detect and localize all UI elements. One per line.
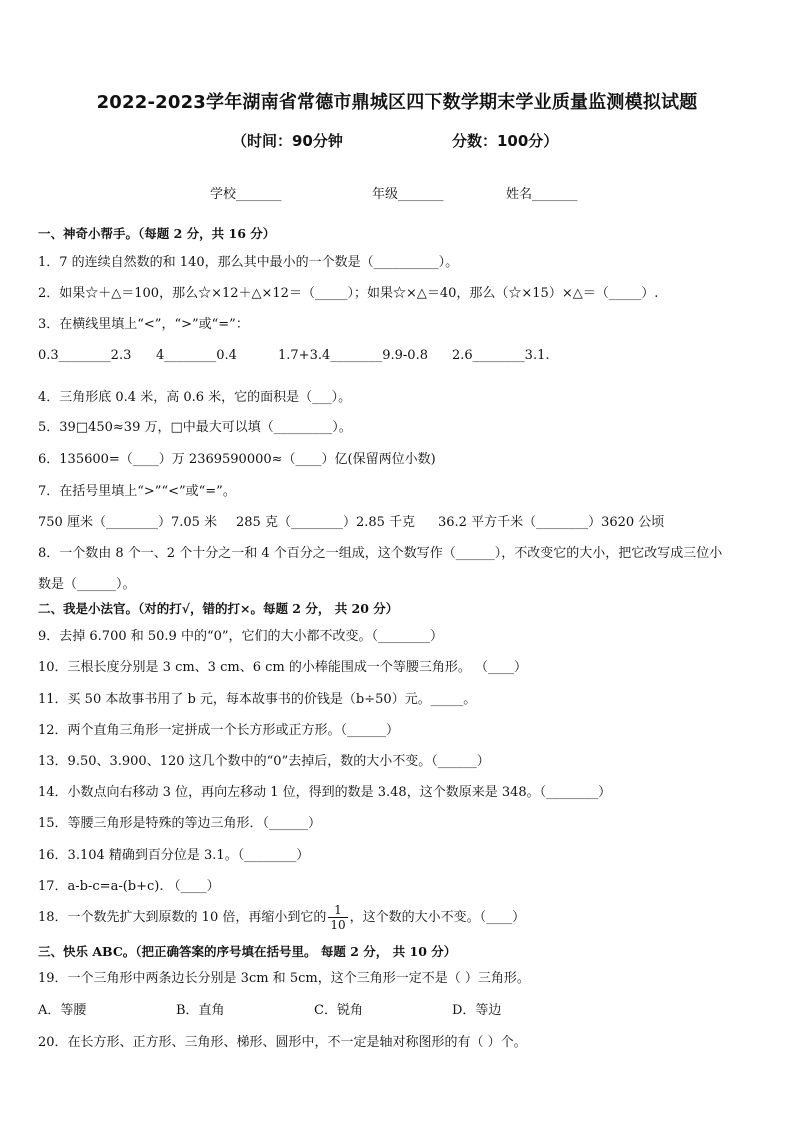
- question-6: 6．135600=（____）万 2369590000≈（____）亿(保留两位小数): [38, 452, 436, 467]
- question-18-text-end: ，这个数的大小不变。（____）: [349, 910, 526, 925]
- option-b: B．直角: [176, 1003, 225, 1018]
- school-field: 学校_______: [210, 187, 282, 202]
- question-10: 10．三根长度分别是 3 cm、3 cm、6 cm 的小棒能围成一个等腰三角形。 （____）: [38, 660, 527, 675]
- fraction-denominator: 10: [330, 918, 346, 932]
- q7-item: 285 克（________）2.85 千克: [236, 515, 416, 530]
- question-2: 2．如果☆＋△＝100，那么☆×12＋△×12＝（_____）；如果☆×△＝40，那么（☆×15）×△＝（_____）.: [38, 286, 659, 301]
- question-7: 7．在括号里填上“>”“<”或“=”。: [38, 484, 236, 499]
- grade-field: 年级_______: [372, 187, 444, 202]
- question-12: 12．两个直角三角形一定拼成一个长方形或正方形。（______）: [38, 723, 400, 738]
- question-3: 3．在横线里填上“<”，“>”或“=”：: [38, 317, 249, 332]
- question-4: 4．三角形底 0.4 米，高 0.6 米，它的面积是（___）。: [38, 390, 352, 405]
- question-18: [38, 900, 525, 936]
- question-7-items: [38, 511, 758, 529]
- option-c: C．锐角: [314, 1003, 363, 1018]
- option-d: D．等边: [452, 1003, 502, 1018]
- q7-item: 750 厘米（________）7.05 米: [38, 515, 218, 530]
- question-19: 19．一个三角形中两条边长分别是 3cm 和 5cm，这个三角形一定不是（ ）三角形。: [38, 971, 530, 986]
- question-14: 14．小数点向右移动 3 位，再向左移动 1 位，得到的数是 3.48，这个数原来是 348。（________）: [38, 785, 612, 800]
- name-field: 姓名_______: [506, 187, 578, 202]
- question-19-options: [38, 999, 758, 1017]
- fraction: [328, 903, 347, 932]
- question-3-items: [38, 348, 758, 366]
- section-2-heading: 二、我是小法官。（对的打√，错的打×。每题 2 分， 共 20 分）: [38, 601, 399, 616]
- fraction-numerator: 1: [328, 903, 347, 918]
- question-5: 5．39□450≈39 万，□中最大可以填（_________）。: [38, 420, 352, 435]
- question-8-line-2: 数是（______）。: [38, 577, 136, 592]
- question-16: 16．3.104 精确到百分位是 3.1。（________）: [38, 848, 310, 863]
- question-13: 13．9.50、3.900、120 这几个数中的“0”去掉后，数的大小不变。（______）: [38, 754, 490, 769]
- question-9: 9．去掉 6.700 和 50.9 中的“0”，它们的大小都不改变。（________）: [38, 629, 444, 644]
- q3-item: 1.7+3.4________9.9-0.8: [278, 348, 428, 363]
- question-8-line-1: 8．一个数由 8 个一、2 个十分之一和 4 个百分之一组成，这个数写作（______），不改变它的大小，把它改写成三位小: [38, 546, 723, 561]
- question-17: 17．a-b-c=a-(b+c). （____）: [38, 879, 220, 894]
- section-1-heading: 一、神奇小帮手。（每题 2 分，共 16 分）: [38, 226, 276, 241]
- q7-item: 36.2 平方千米（________）3620 公顷: [438, 515, 665, 530]
- question-1: 1．7 的连续自然数的和 140，那么其中最小的一个数是（__________）。: [38, 255, 459, 270]
- q3-item: 2.6________3.1.: [452, 348, 550, 363]
- page-title: 2022-2023学年湖南省常德市鼎城区四下数学期末学业质量监测模拟试题: [96, 92, 698, 113]
- question-11: 11．买 50 本故事书用了 b 元，每本故事书的价钱是（b÷50）元。_____。: [38, 692, 477, 707]
- q3-item: 0.3________2.3: [38, 348, 132, 363]
- section-3-heading: 三、快乐 ABC。（把正确答案的序号填在括号里。 每题 2 分， 共 10 分）: [38, 944, 457, 959]
- question-15: 15．等腰三角形是特殊的等边三角形．（______）: [38, 816, 322, 831]
- time-label: （时间：90分钟: [232, 132, 343, 150]
- q3-item: 4________0.4: [156, 348, 237, 363]
- question-18-text: 18．一个数先扩大到原数的 10 倍，再缩小到它的: [38, 910, 327, 925]
- score-label: 分数：100分）: [452, 132, 559, 150]
- question-20: 20．在长方形、正方形、三角形、梯形、圆形中，不一定是轴对称图形的有（ ）个。: [38, 1035, 527, 1050]
- option-a: A．等腰: [38, 1003, 87, 1018]
